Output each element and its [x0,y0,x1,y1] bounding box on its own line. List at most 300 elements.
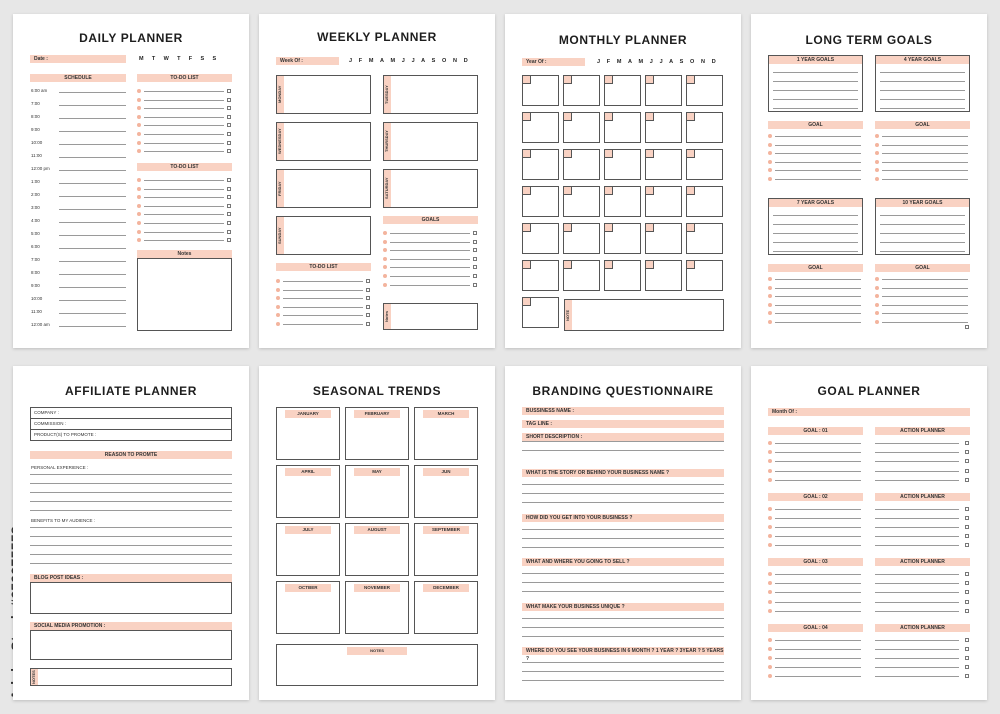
todo-checkbox[interactable] [227,132,231,136]
day-label: SUNDAY [277,217,284,254]
goal-line[interactable] [775,296,861,297]
notes-box[interactable] [276,644,478,686]
action-line[interactable] [875,583,959,584]
goal-line[interactable] [880,90,965,91]
todo-checkbox[interactable] [227,204,231,208]
goal-line[interactable] [880,81,965,82]
calendar-day-box[interactable] [563,75,600,106]
action-line[interactable] [875,649,959,650]
time-slot-line[interactable] [59,196,126,197]
todo-line[interactable] [283,324,363,325]
calendar-day-box[interactable] [686,260,723,291]
social-box[interactable] [30,630,232,660]
field-header[interactable]: SHORT DESCRIPTION : [522,433,724,441]
action-checkbox[interactable] [965,665,969,669]
day-box-tuesday[interactable] [383,75,478,114]
todo-checkbox[interactable] [227,212,231,216]
time-slot-line[interactable] [59,157,126,158]
writing-line[interactable] [30,563,232,564]
todo-line[interactable] [390,285,470,286]
month-box-august[interactable] [345,523,409,576]
calendar-day-box[interactable] [563,260,600,291]
goal-line[interactable] [882,145,968,146]
goal-line[interactable] [775,162,861,163]
action-line[interactable] [875,509,959,510]
time-slot-line[interactable] [59,170,126,171]
answer-line[interactable] [522,636,724,637]
calendar-day-box[interactable] [563,223,600,254]
month-box-november[interactable] [345,581,409,634]
action-checkbox[interactable] [965,543,969,547]
goal-line[interactable] [880,224,965,225]
month-box-may[interactable] [345,465,409,518]
action-line[interactable] [875,574,959,575]
action-line[interactable] [875,461,959,462]
answer-line[interactable] [522,538,724,539]
month-box-december[interactable] [414,581,478,634]
todo-checkbox[interactable] [473,257,477,261]
action-line[interactable] [875,443,959,444]
goal-line[interactable] [775,592,861,593]
day-number-tab [646,113,654,121]
notes-box[interactable] [30,668,232,686]
goal-line[interactable] [773,224,858,225]
todo-line[interactable] [144,143,224,144]
writing-line[interactable] [30,474,232,475]
calendar-day-box[interactable] [563,112,600,143]
goal-line[interactable] [882,296,968,297]
bullet-dot [383,283,387,287]
writing-line[interactable] [30,492,232,493]
todo-checkbox[interactable] [473,265,477,269]
goal-line[interactable] [775,676,861,677]
action-checkbox[interactable] [965,507,969,511]
todo-checkbox[interactable] [227,149,231,153]
todo-line[interactable] [390,276,470,277]
action-checkbox[interactable] [965,609,969,613]
todo-line[interactable] [283,315,363,316]
goal-line[interactable] [775,658,861,659]
bullet-dot [383,257,387,261]
goal-line[interactable] [775,288,861,289]
todo-line[interactable] [144,108,224,109]
calendar-day-box[interactable] [604,112,641,143]
field-header[interactable]: BUSSINESS NAME : [522,407,724,415]
todo-checkbox[interactable] [227,141,231,145]
writing-line[interactable] [522,441,724,442]
goal-line[interactable] [775,667,861,668]
month-box-april[interactable] [276,465,340,518]
calendar-day-box[interactable] [563,149,600,180]
calendar-day-box[interactable] [604,223,641,254]
goal-line[interactable] [882,322,968,323]
goal-line[interactable] [775,471,861,472]
goal-line[interactable] [773,251,858,252]
goal-line[interactable] [775,480,861,481]
action-line[interactable] [875,602,959,603]
calendar-day-box[interactable] [522,223,559,254]
goal-line[interactable] [775,509,861,510]
todo-line[interactable] [390,267,470,268]
action-line[interactable] [875,452,959,453]
goal-line[interactable] [775,145,861,146]
writing-line[interactable] [522,450,724,451]
goal-line[interactable] [775,305,861,306]
time-slot-line[interactable] [59,209,126,210]
calendar-day-box[interactable] [522,260,559,291]
action-checkbox[interactable] [965,600,969,604]
goal-line[interactable] [775,461,861,462]
calendar-day-box[interactable] [604,186,641,217]
time-slot-line[interactable] [59,248,126,249]
calendar-day-box[interactable] [645,223,682,254]
goal-header: GOAL : 04 [768,624,863,632]
calendar-day-box[interactable] [522,186,559,217]
action-line[interactable] [875,640,959,641]
goal-line[interactable] [775,518,861,519]
action-line[interactable] [875,658,959,659]
month-box-jun[interactable] [414,465,478,518]
todo-checkbox[interactable] [473,231,477,235]
writing-line[interactable] [30,501,232,502]
todo-line[interactable] [390,242,470,243]
action-checkbox[interactable] [965,674,969,678]
goal-line[interactable] [773,108,858,109]
todo-checkbox[interactable] [227,178,231,182]
todo-checkbox[interactable] [366,279,370,283]
todo-line[interactable] [144,232,224,233]
goal-line[interactable] [775,640,861,641]
action-checkbox[interactable] [965,534,969,538]
writing-line[interactable] [30,510,232,511]
calendar-day-box[interactable] [645,186,682,217]
goal-line[interactable] [773,242,858,243]
time-slot-label: 11:00 [31,309,42,314]
week-of-field[interactable]: Week Of : [276,57,339,65]
action-line[interactable] [875,518,959,519]
goal-line[interactable] [773,99,858,100]
answer-line[interactable] [522,627,724,628]
action-checkbox[interactable] [965,581,969,585]
action-checkbox[interactable] [965,441,969,445]
todo-line[interactable] [144,180,224,181]
time-slot-line[interactable] [59,287,126,288]
note-box[interactable] [564,299,724,331]
bullet-dot [276,288,280,292]
todo-checkbox[interactable] [473,283,477,287]
action-line[interactable] [875,536,959,537]
goal-line[interactable] [775,179,861,180]
field-header[interactable]: TAG LINE : [522,420,724,428]
time-slot-line[interactable] [59,144,126,145]
time-slot-line[interactable] [59,326,126,327]
month-label: FEBRUARY [354,410,400,418]
goal-line[interactable] [882,153,968,154]
month-box-january[interactable] [276,407,340,460]
day-box-wednesday[interactable] [276,122,371,161]
time-slot-line[interactable] [59,222,126,223]
bullet-dot [137,230,141,234]
todo-line[interactable] [144,100,224,101]
todo-checkbox[interactable] [366,322,370,326]
time-slot-line[interactable] [59,92,126,93]
goal-header: GOAL [875,121,970,129]
goal-line[interactable] [773,90,858,91]
calendar-day-box[interactable] [604,75,641,106]
goal-line[interactable] [773,72,858,73]
goal-line[interactable] [775,443,861,444]
goal-line[interactable] [775,279,861,280]
time-slot-line[interactable] [59,105,126,106]
calendar-day-box[interactable] [522,149,559,180]
goal-line[interactable] [775,313,861,314]
goal-line[interactable] [775,611,861,612]
blog-box[interactable] [30,582,232,614]
todo-checkbox[interactable] [473,274,477,278]
goal-line[interactable] [773,215,858,216]
day-number-tab [523,76,531,84]
writing-line[interactable] [30,536,232,537]
calendar-day-box[interactable] [645,112,682,143]
todo-checkbox[interactable] [227,89,231,93]
action-checkbox[interactable] [965,459,969,463]
question-header: WHAT IS THE STORY OR BEHIND YOUR BUSINESS NAME ? [522,469,724,477]
calendar-day-box[interactable] [686,149,723,180]
goal-line[interactable] [773,81,858,82]
experience-label: PERSONAL EXPERIENCE : [31,465,89,470]
todo-checkbox[interactable] [473,248,477,252]
goal-checkbox[interactable] [965,325,969,329]
action-checkbox[interactable] [965,572,969,576]
time-slot-line[interactable] [59,261,126,262]
goal-line[interactable] [882,313,968,314]
day-label: SATURDAY [384,170,391,207]
todo-line[interactable] [144,134,224,135]
calendar-day-box[interactable] [686,223,723,254]
calendar-day-box[interactable] [522,75,559,106]
todo-line[interactable] [144,117,224,118]
bullet-dot [768,516,772,520]
month-box-september[interactable] [414,523,478,576]
todo-checkbox[interactable] [227,115,231,119]
day-box-thursday[interactable] [383,122,478,161]
todo-line[interactable] [390,233,470,234]
calendar-day-box[interactable] [686,112,723,143]
todo-checkbox[interactable] [227,221,231,225]
answer-line[interactable] [522,493,724,494]
goal-line[interactable] [775,574,861,575]
answer-line[interactable] [522,680,724,681]
goal-line[interactable] [775,170,861,171]
todo-checkbox[interactable] [366,288,370,292]
answer-line[interactable] [522,573,724,574]
time-slot-line[interactable] [59,300,126,301]
month-box-octber[interactable] [276,581,340,634]
day-box-friday[interactable] [276,169,371,208]
goal-line[interactable] [775,583,861,584]
goal-line[interactable] [880,233,965,234]
todo-line[interactable] [144,223,224,224]
action-line[interactable] [875,592,959,593]
day-box-saturday[interactable] [383,169,478,208]
calendar-day-box[interactable] [604,260,641,291]
goal-line[interactable] [880,215,965,216]
calendar-day-box[interactable] [645,75,682,106]
goal-line[interactable] [773,233,858,234]
calendar-day-box[interactable] [686,75,723,106]
todo-line[interactable] [390,259,470,260]
action-checkbox[interactable] [965,450,969,454]
action-checkbox[interactable] [965,590,969,594]
todo-line[interactable] [144,125,224,126]
goal-line[interactable] [882,305,968,306]
todo-line[interactable] [390,250,470,251]
time-slot-line[interactable] [59,183,126,184]
time-slot-line[interactable] [59,131,126,132]
goal-line[interactable] [880,251,965,252]
todo-line[interactable] [144,189,224,190]
todo-checkbox[interactable] [227,187,231,191]
answer-line[interactable] [522,582,724,583]
goal-line[interactable] [882,279,968,280]
notes-box[interactable] [383,303,478,330]
bullet-dot [768,581,772,585]
todo-line[interactable] [144,151,224,152]
answer-line[interactable] [522,547,724,548]
goal-line[interactable] [880,72,965,73]
month-of-field[interactable]: Month Of : [768,408,970,416]
goal-line[interactable] [775,153,861,154]
weekly-planner-page [259,14,495,348]
todo-checkbox[interactable] [366,305,370,309]
time-slot-line[interactable] [59,118,126,119]
action-checkbox[interactable] [965,516,969,520]
answer-line[interactable] [522,529,724,530]
todo-checkbox[interactable] [366,313,370,317]
todo-checkbox[interactable] [366,296,370,300]
date-field[interactable]: Date : [30,55,126,63]
todo-checkbox[interactable] [227,123,231,127]
todo-line[interactable] [144,240,224,241]
todo-line[interactable] [283,290,363,291]
time-slot-line[interactable] [59,313,126,314]
todo-checkbox[interactable] [227,98,231,102]
bullet-dot [768,525,772,529]
calendar-day-box[interactable] [604,149,641,180]
goal-line[interactable] [882,179,968,180]
action-line[interactable] [875,676,959,677]
calendar-day-box[interactable] [522,297,559,328]
answer-line[interactable] [522,484,724,485]
writing-line[interactable] [30,545,232,546]
action-checkbox[interactable] [965,469,969,473]
todo-line[interactable] [283,281,363,282]
action-line[interactable] [875,480,959,481]
question-header: WHERE DO YOU SEE YOUR BUSINESS IN 6 MONTH ? 1 YEAR ? 3YEAR ? 5 YEARS ? [522,647,724,655]
goal-line[interactable] [775,649,861,650]
calendar-day-box[interactable] [522,112,559,143]
todo-line[interactable] [283,307,363,308]
goal-line[interactable] [880,108,965,109]
answer-line[interactable] [522,502,724,503]
goal-line[interactable] [775,602,861,603]
year-of-field[interactable]: Year Of : [522,58,585,66]
day-box-sunday[interactable] [276,216,371,255]
answer-line[interactable] [522,662,724,663]
day-number-tab [605,187,613,195]
todo-line[interactable] [144,197,224,198]
goal-line[interactable] [775,545,861,546]
goal-line[interactable] [775,136,861,137]
goal-line[interactable] [775,536,861,537]
action-checkbox[interactable] [965,656,969,660]
time-slot-label: 9:00 [31,127,40,132]
day-number-tab [687,224,695,232]
writing-line[interactable] [30,483,232,484]
todo-checkbox[interactable] [227,106,231,110]
todo-checkbox[interactable] [227,195,231,199]
bullet-dot [768,609,772,613]
todo-checkbox[interactable] [473,240,477,244]
calendar-day-box[interactable] [563,186,600,217]
action-checkbox[interactable] [965,525,969,529]
day-box-monday[interactable] [276,75,371,114]
goal-line[interactable] [882,136,968,137]
todo-checkbox[interactable] [227,238,231,242]
month-box-july[interactable] [276,523,340,576]
action-line[interactable] [875,471,959,472]
goal-line[interactable] [882,162,968,163]
time-slot-line[interactable] [59,235,126,236]
time-slot-line[interactable] [59,274,126,275]
todo-line[interactable] [144,206,224,207]
goal-line[interactable] [775,452,861,453]
goal-line[interactable] [775,527,861,528]
goal-line[interactable] [880,99,965,100]
action-line[interactable] [875,667,959,668]
goal-line[interactable] [882,288,968,289]
answer-line[interactable] [522,618,724,619]
month-box-march[interactable] [414,407,478,460]
action-checkbox[interactable] [965,478,969,482]
goal-line[interactable] [775,322,861,323]
calendar-day-box[interactable] [645,260,682,291]
todo-line[interactable] [283,298,363,299]
todo-line[interactable] [144,214,224,215]
action-line[interactable] [875,527,959,528]
action-checkbox[interactable] [965,638,969,642]
writing-line[interactable] [30,527,232,528]
month-letters: J F M A M J J A S O N D [349,58,471,64]
answer-line[interactable] [522,591,724,592]
action-checkbox[interactable] [965,647,969,651]
todo-header-1: TO-DO LIST [137,74,232,82]
month-box-february[interactable] [345,407,409,460]
time-slot-label: 3:00 [31,205,40,210]
calendar-day-box[interactable] [645,149,682,180]
action-line[interactable] [875,611,959,612]
action-line[interactable] [875,545,959,546]
notes-box[interactable] [137,258,232,331]
todo-checkbox[interactable] [227,230,231,234]
answer-line[interactable] [522,671,724,672]
writing-line[interactable] [30,554,232,555]
calendar-day-box[interactable] [686,186,723,217]
todo-line[interactable] [144,91,224,92]
bullet-dot [137,141,141,145]
goal-line[interactable] [882,170,968,171]
goal-line[interactable] [880,242,965,243]
